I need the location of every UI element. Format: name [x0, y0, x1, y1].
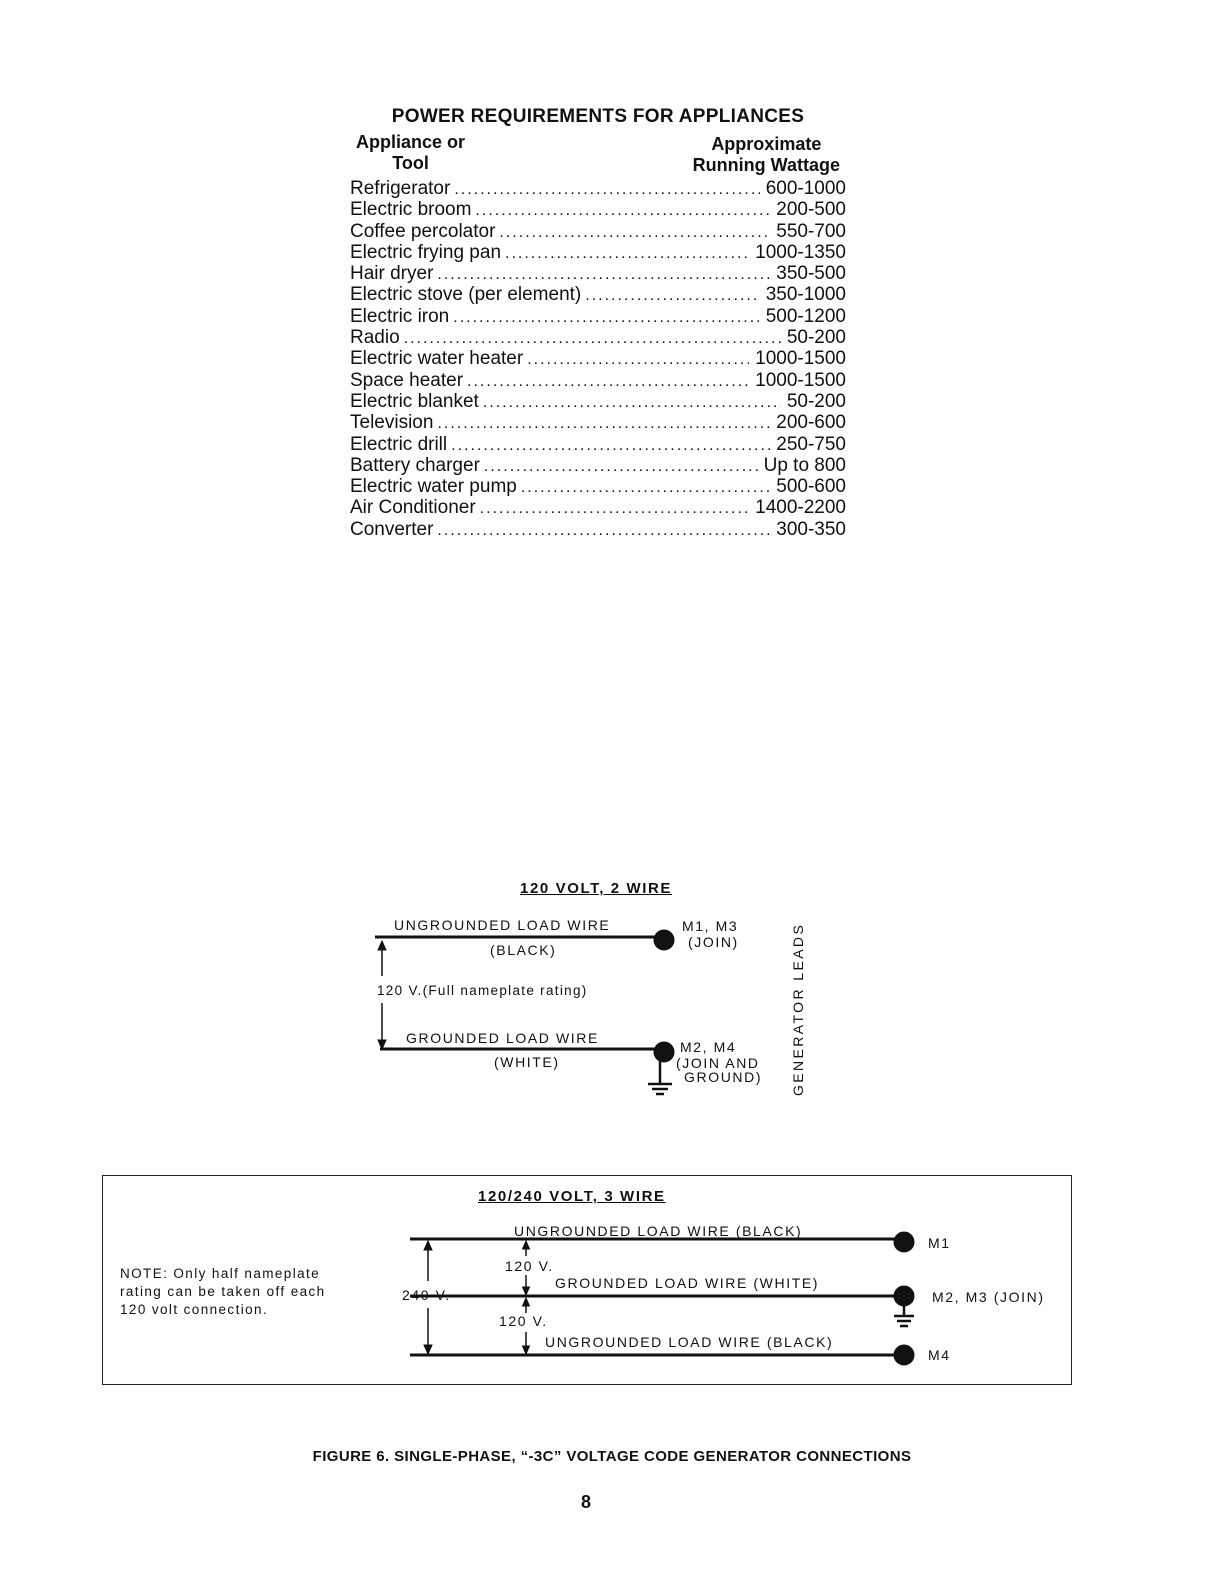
appliance-name: Converter [350, 518, 434, 540]
top-terminal-label: M1, M3 [682, 918, 739, 934]
column-header-appliance: Appliance or Tool [356, 132, 466, 173]
bottom-wire-label: GROUNDED LOAD WIRE [406, 1030, 599, 1046]
appliance-name: Television [350, 412, 434, 434]
wattage-value: 50-200 [786, 327, 846, 349]
voltage-label-120: 120 V.(Full nameplate rating) [377, 983, 588, 998]
top-terminal-note: (JOIN) [688, 934, 739, 950]
top-wire-label: UNGROUNDED LOAD WIRE [394, 917, 611, 933]
appliance-name: Electric stove (per element) [350, 284, 582, 306]
wattage-value: 550-700 [776, 220, 846, 242]
appliance-name: Air Conditioner [350, 497, 476, 519]
appliance-name: Electric blanket [350, 390, 479, 412]
ground-symbol-1 [648, 1084, 672, 1094]
wattage-value: 1400-2200 [755, 497, 846, 519]
diagram-2wire-title: 120 VOLT, 2 WIRE [520, 880, 673, 897]
appliance-name: Battery charger [350, 454, 480, 476]
wattage-value: 350-500 [776, 263, 846, 285]
wattage-value: 500-1200 [765, 305, 846, 327]
wattage-value: 350-1000 [765, 284, 846, 306]
column-header-wattage: Approximate Running Wattage [692, 134, 840, 175]
appliance-name: Electric water pump [350, 476, 517, 498]
top-wire-color: (BLACK) [490, 942, 557, 958]
bottom-terminal-note-1: (JOIN AND [676, 1055, 760, 1071]
appliance-name: Space heater [350, 369, 464, 391]
appliance-name: Electric broom [350, 199, 472, 221]
wattage-value: 250-750 [776, 433, 846, 455]
wattage-value: 300-350 [776, 518, 846, 540]
appliance-name: Electric iron [350, 305, 450, 327]
figure-caption: FIGURE 6. SINGLE-PHASE, “-3C” VOLTAGE CODE GENERATOR CONNECTIONS [312, 1448, 912, 1465]
generator-leads-label: GENERATOR LEADS [790, 922, 806, 1096]
appliance-name: Refrigerator [350, 178, 451, 199]
wire-2-label: GROUNDED LOAD WIRE (WHITE) [555, 1275, 820, 1291]
wattage-value: 600-1000 [765, 178, 846, 199]
voltage-lower-120-label: 120 V. [499, 1313, 548, 1329]
voltage-upper-120-label: 120 V. [505, 1258, 554, 1274]
wire-1-label: UNGROUNDED LOAD WIRE (BLACK) [514, 1223, 803, 1239]
wattage-value: Up to 800 [763, 454, 846, 476]
note-line-2: rating can be taken off each [120, 1284, 326, 1299]
terminal-m2-m3-label: M2, M3 (JOIN) [932, 1289, 1045, 1305]
page-number: 8 [580, 1492, 591, 1512]
wattage-value: 200-600 [776, 412, 846, 434]
note-line-1: NOTE: Only half nameplate [120, 1266, 321, 1281]
appliance-name: Electric frying pan [350, 241, 502, 263]
appliance-name: Electric water heater [350, 348, 524, 370]
appliance-name: Electric drill [350, 433, 448, 455]
diagram-2wire-lines [375, 930, 674, 1094]
voltage-240-label: 240 V. [402, 1287, 451, 1303]
bottom-terminal-label: M2, M4 [680, 1039, 737, 1055]
bottom-terminal-note-2: GROUND) [684, 1069, 763, 1085]
wattage-value: 50-200 [786, 390, 846, 412]
table-title: POWER REQUIREMENTS FOR APPLIANCES [391, 106, 805, 127]
wire-3-label: UNGROUNDED LOAD WIRE (BLACK) [545, 1334, 834, 1350]
appliance-name: Hair dryer [350, 263, 434, 285]
note-line-3: 120 volt connection. [120, 1302, 269, 1317]
wattage-value: 500-600 [776, 476, 846, 498]
terminal-m4-label: M4 [928, 1347, 951, 1363]
appliance-name: Coffee percolator [350, 220, 496, 242]
wattage-value: 1000-1350 [755, 241, 846, 263]
bottom-wire-color: (WHITE) [494, 1054, 560, 1070]
wattage-value: 200-500 [776, 199, 846, 221]
terminal-m1-m3-dot [654, 930, 674, 950]
diagram-3wire-title: 120/240 VOLT, 3 WIRE [478, 1188, 666, 1205]
wattage-value: 1000-1500 [755, 348, 846, 370]
wattage-value: 1000-1500 [755, 369, 846, 391]
terminal-m2-m4-dot [654, 1042, 674, 1062]
terminal-m1-label: M1 [928, 1235, 951, 1251]
appliance-name: Radio [350, 327, 400, 349]
